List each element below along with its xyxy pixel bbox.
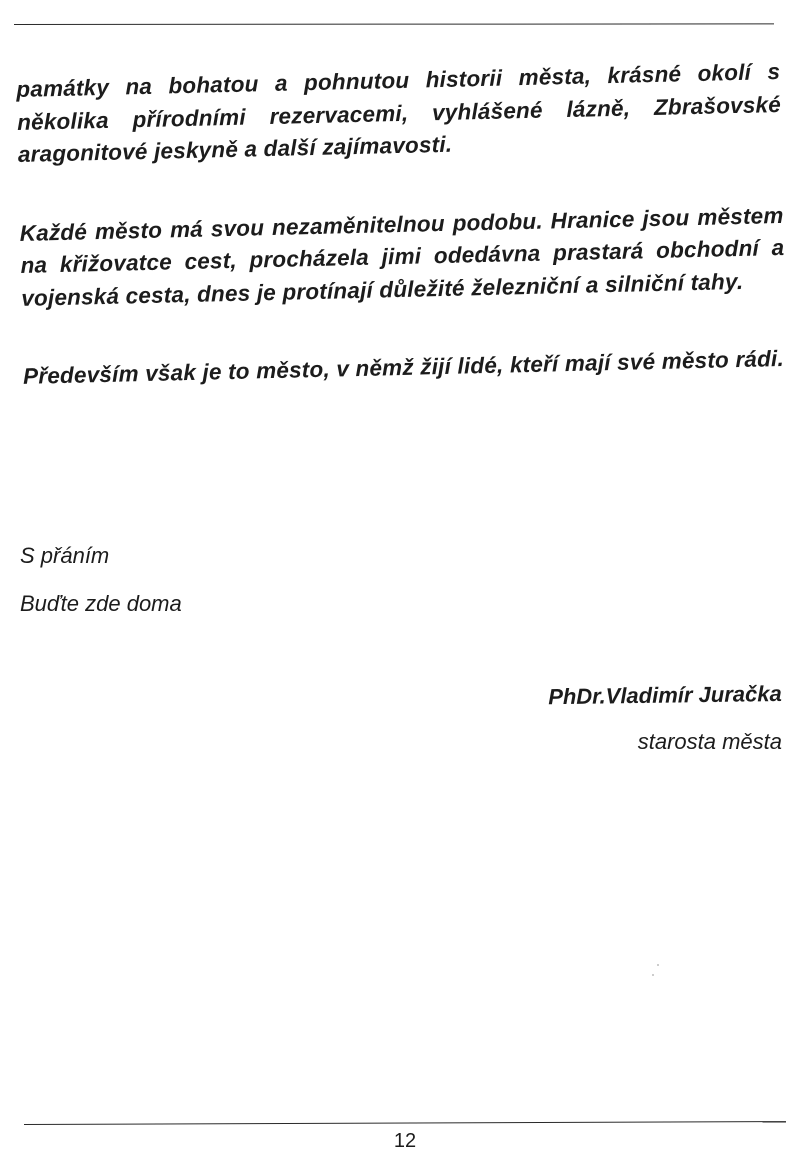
closing-motto: Buďte zde doma (20, 591, 182, 616)
signature-title: starosta města (637, 729, 782, 754)
scan-speck (652, 974, 654, 976)
bottom-rule (24, 1121, 786, 1125)
closing-greeting: S přáním (20, 543, 110, 568)
scan-speck (657, 964, 659, 966)
paragraph-sights: památky na bohatou a pohnutou historii města, krásné okolí s několika přírodními rezervacemi, vyhlášené lázně, Zbrašovské aragonitové jeskyně a další zajímavosti. (16, 58, 782, 167)
top-rule (14, 23, 774, 25)
body-text (16, 56, 787, 393)
signature-name: PhDr.Vladimír Juračka (548, 680, 783, 710)
page-number: 12 (393, 1130, 417, 1152)
paragraph-crossroads: Každé město má svou nezaměnitelnou podobu. Hranice jsou městem na křižovatce cest, procházela jimi odedávna prastará obchodní a vojenská cesta, dnes je protínají důležité železniční a silniční tahy. (19, 202, 785, 311)
paragraph-people: Především však je to město, v němž žijí lidé, kteří mají své město rádi. (22, 345, 785, 389)
